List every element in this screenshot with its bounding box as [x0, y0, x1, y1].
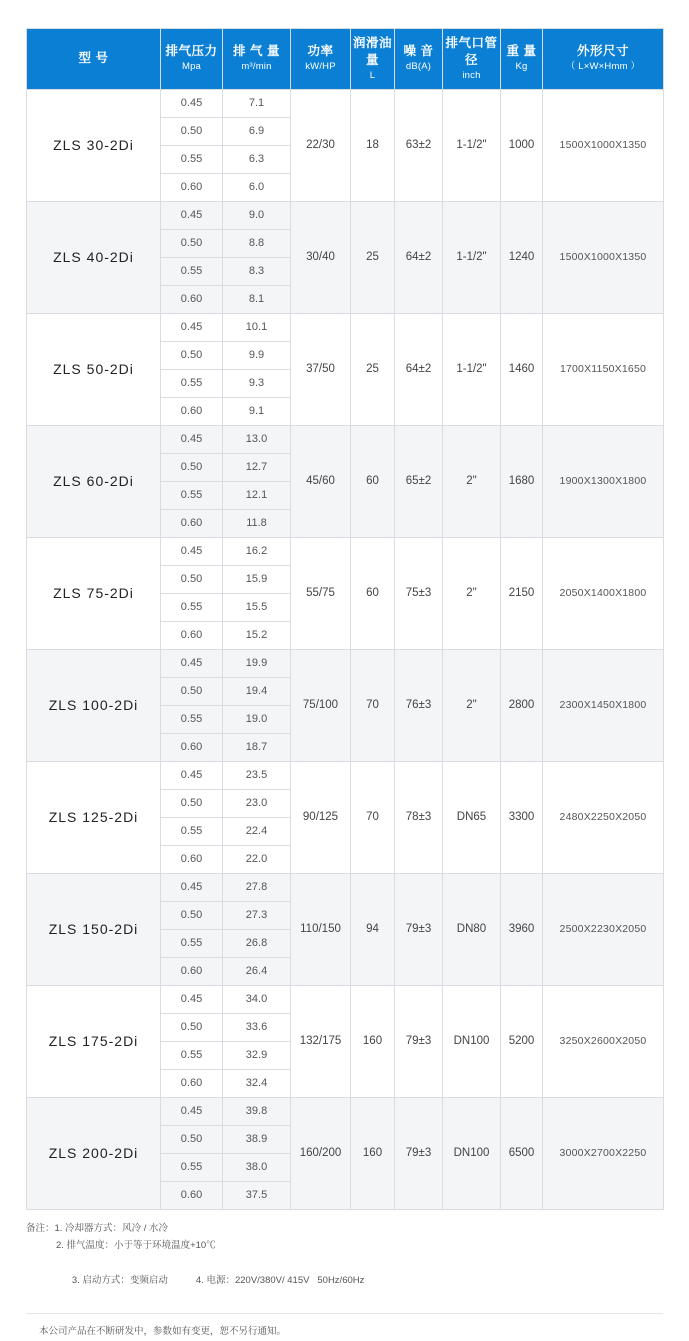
cell-outlet: 2" — [443, 425, 501, 537]
header-main-label: 型 号 — [78, 51, 109, 66]
cell-outlet: DN80 — [443, 873, 501, 985]
cell-model: ZLS 40-2Di — [27, 201, 161, 313]
cell-pressure: 0.45 — [161, 425, 223, 453]
cell-flow: 9.1 — [223, 397, 291, 425]
cell-pressure: 0.60 — [161, 509, 223, 537]
cell-model: ZLS 75-2Di — [27, 537, 161, 649]
table-row — [27, 425, 664, 453]
cell-model: ZLS 200-2Di — [27, 1097, 161, 1209]
cell-model: ZLS 125-2Di — [27, 761, 161, 873]
cell-weight: 2150 — [501, 537, 543, 649]
cell-pressure: 0.60 — [161, 173, 223, 201]
cell-pressure: 0.50 — [161, 1125, 223, 1153]
cell-power: 45/60 — [291, 425, 351, 537]
cell-weight: 3300 — [501, 761, 543, 873]
cell-flow: 9.3 — [223, 369, 291, 397]
cell-flow: 16.2 — [223, 537, 291, 565]
cell-flow: 12.1 — [223, 481, 291, 509]
cell-flow: 23.5 — [223, 761, 291, 789]
cell-oil: 94 — [351, 873, 395, 985]
specification-table — [26, 28, 664, 1210]
cell-outlet: 2" — [443, 649, 501, 761]
cell-pressure: 0.50 — [161, 229, 223, 257]
cell-noise: 79±3 — [395, 985, 443, 1097]
cell-pressure: 0.45 — [161, 313, 223, 341]
table-body — [27, 89, 664, 1209]
cell-oil: 160 — [351, 985, 395, 1097]
cell-pressure: 0.50 — [161, 341, 223, 369]
cell-outlet: DN65 — [443, 761, 501, 873]
cell-flow: 18.7 — [223, 733, 291, 761]
header-sub-label: inch — [462, 69, 481, 81]
cell-oil: 60 — [351, 425, 395, 537]
cell-pressure: 0.45 — [161, 537, 223, 565]
cell-dimension: 1900X1300X1800 — [543, 425, 664, 537]
footnotes — [26, 1220, 663, 1341]
header-sub-label: dB(A) — [405, 61, 432, 73]
cell-pressure: 0.50 — [161, 453, 223, 481]
table-row — [27, 89, 664, 117]
cell-power: 22/30 — [291, 89, 351, 201]
header-sub-label: m³/min — [241, 61, 272, 73]
note-line-1: 备注：1. 冷却器方式：风冷 / 水冷 — [26, 1222, 168, 1234]
cell-dimension: 3000X2700X2250 — [543, 1097, 664, 1209]
cell-pressure: 0.45 — [161, 201, 223, 229]
cell-pressure: 0.60 — [161, 957, 223, 985]
cell-flow: 9.9 — [223, 341, 291, 369]
cell-flow: 6.9 — [223, 117, 291, 145]
cell-noise: 65±2 — [395, 425, 443, 537]
cell-dimension: 2480X2250X2050 — [543, 761, 664, 873]
cell-power: 55/75 — [291, 537, 351, 649]
cell-outlet: DN100 — [443, 985, 501, 1097]
cell-oil: 25 — [351, 313, 395, 425]
cell-pressure: 0.55 — [161, 593, 223, 621]
cell-power: 90/125 — [291, 761, 351, 873]
cell-pressure: 0.45 — [161, 649, 223, 677]
cell-outlet: 1-1/2" — [443, 313, 501, 425]
cell-pressure: 0.50 — [161, 117, 223, 145]
cell-flow: 8.3 — [223, 257, 291, 285]
cell-flow: 12.7 — [223, 453, 291, 481]
note-line-4-text: 4. 电源：220V/380V/ 415V 50Hz/60Hz — [195, 1275, 365, 1287]
cell-flow: 23.0 — [223, 789, 291, 817]
cell-noise: 64±2 — [395, 313, 443, 425]
table-row — [27, 761, 664, 789]
cell-weight: 6500 — [501, 1097, 543, 1209]
column-header-pressure — [161, 29, 223, 90]
header-main-label: 排 气 量 — [233, 44, 280, 59]
column-header-flow — [223, 29, 291, 90]
cell-pressure: 0.45 — [161, 761, 223, 789]
cell-flow: 22.4 — [223, 817, 291, 845]
note-line-2: 2. 排气温度：小于等于环境温度+10℃ — [56, 1240, 216, 1252]
cell-flow: 22.0 — [223, 845, 291, 873]
cell-outlet: 1-1/2" — [443, 201, 501, 313]
cell-pressure: 0.55 — [161, 705, 223, 733]
header-sub-label: Mpa — [181, 61, 202, 73]
cell-power: 160/200 — [291, 1097, 351, 1209]
cell-flow: 37.5 — [223, 1181, 291, 1209]
cell-pressure: 0.60 — [161, 1181, 223, 1209]
cell-flow: 15.5 — [223, 593, 291, 621]
cell-pressure: 0.45 — [161, 89, 223, 117]
cell-noise: 63±2 — [395, 89, 443, 201]
cell-pressure: 0.50 — [161, 565, 223, 593]
cell-weight: 3960 — [501, 873, 543, 985]
cell-pressure: 0.55 — [161, 257, 223, 285]
cell-dimension: 2050X1400X1800 — [543, 537, 664, 649]
cell-flow: 27.3 — [223, 901, 291, 929]
table-header — [27, 29, 664, 90]
cell-outlet: DN100 — [443, 1097, 501, 1209]
column-header-model — [27, 29, 161, 90]
cell-weight: 1000 — [501, 89, 543, 201]
cell-model: ZLS 30-2Di — [27, 89, 161, 201]
cell-pressure: 0.60 — [161, 733, 223, 761]
cell-flow: 38.0 — [223, 1153, 291, 1181]
cell-oil: 160 — [351, 1097, 395, 1209]
cell-flow: 15.9 — [223, 565, 291, 593]
cell-pressure: 0.45 — [161, 985, 223, 1013]
cell-flow: 27.8 — [223, 873, 291, 901]
cell-pressure: 0.55 — [161, 1153, 223, 1181]
cell-outlet: 2" — [443, 537, 501, 649]
note-disclaimer: 本公司产品在不断研发中，参数如有变更，恕不另行通知。 — [39, 1326, 287, 1338]
header-main-label: 外形尺寸 — [576, 44, 629, 59]
cell-pressure: 0.50 — [161, 1013, 223, 1041]
table-row — [27, 985, 664, 1013]
cell-flow: 19.0 — [223, 705, 291, 733]
note-line-3 — [26, 1255, 663, 1308]
column-header-dimension — [543, 29, 664, 90]
cell-flow: 13.0 — [223, 425, 291, 453]
cell-model: ZLS 150-2Di — [27, 873, 161, 985]
cell-model: ZLS 175-2Di — [27, 985, 161, 1097]
table-row — [27, 873, 664, 901]
cell-flow: 38.9 — [223, 1125, 291, 1153]
cell-dimension: 2300X1450X1800 — [543, 649, 664, 761]
cell-power: 132/175 — [291, 985, 351, 1097]
cell-pressure: 0.55 — [161, 817, 223, 845]
cell-flow: 9.0 — [223, 201, 291, 229]
cell-power: 37/50 — [291, 313, 351, 425]
cell-weight: 1680 — [501, 425, 543, 537]
cell-flow: 19.9 — [223, 649, 291, 677]
cell-flow: 19.4 — [223, 677, 291, 705]
cell-flow: 11.8 — [223, 509, 291, 537]
cell-dimension: 2500X2230X2050 — [543, 873, 664, 985]
cell-oil: 70 — [351, 761, 395, 873]
cell-flow: 6.0 — [223, 173, 291, 201]
cell-flow: 7.1 — [223, 89, 291, 117]
cell-pressure: 0.55 — [161, 145, 223, 173]
table-row — [27, 537, 664, 565]
cell-model: ZLS 60-2Di — [27, 425, 161, 537]
cell-noise: 76±3 — [395, 649, 443, 761]
header-main-label: 功率 — [307, 44, 334, 59]
cell-power: 110/150 — [291, 873, 351, 985]
table-row — [27, 313, 664, 341]
cell-flow: 32.4 — [223, 1069, 291, 1097]
cell-pressure: 0.60 — [161, 285, 223, 313]
cell-flow: 26.4 — [223, 957, 291, 985]
cell-pressure: 0.55 — [161, 1041, 223, 1069]
cell-flow: 8.8 — [223, 229, 291, 257]
table-row — [27, 649, 664, 677]
cell-dimension: 1700X1150X1650 — [543, 313, 664, 425]
header-sub-label: kW/HP — [305, 61, 336, 73]
cell-weight: 2800 — [501, 649, 543, 761]
cell-flow: 32.9 — [223, 1041, 291, 1069]
header-sub-label: L — [369, 69, 376, 81]
cell-dimension: 1500X1000X1350 — [543, 201, 664, 313]
cell-pressure: 0.55 — [161, 929, 223, 957]
cell-pressure: 0.60 — [161, 397, 223, 425]
table-row — [27, 1097, 664, 1125]
cell-flow: 6.3 — [223, 145, 291, 173]
header-sub-label: Kg — [515, 61, 528, 73]
notes-divider — [26, 1313, 663, 1314]
cell-oil: 70 — [351, 649, 395, 761]
header-main-label: 噪 音 — [403, 44, 434, 59]
header-sub-label: （ L×W×Hmm ） — [565, 61, 641, 73]
cell-flow: 15.2 — [223, 621, 291, 649]
cell-pressure: 0.60 — [161, 621, 223, 649]
cell-flow: 34.0 — [223, 985, 291, 1013]
cell-oil: 18 — [351, 89, 395, 201]
column-header-oil — [351, 29, 395, 90]
cell-flow: 33.6 — [223, 1013, 291, 1041]
header-main-label: 排气压力 — [165, 44, 218, 59]
cell-noise: 78±3 — [395, 761, 443, 873]
cell-pressure: 0.55 — [161, 481, 223, 509]
cell-oil: 25 — [351, 201, 395, 313]
cell-outlet: 1-1/2" — [443, 89, 501, 201]
cell-weight: 1460 — [501, 313, 543, 425]
cell-model: ZLS 50-2Di — [27, 313, 161, 425]
cell-weight: 1240 — [501, 201, 543, 313]
header-row — [27, 29, 664, 90]
cell-power: 30/40 — [291, 201, 351, 313]
column-header-weight — [501, 29, 543, 90]
column-header-noise — [395, 29, 443, 90]
cell-flow: 10.1 — [223, 313, 291, 341]
cell-pressure: 0.55 — [161, 369, 223, 397]
cell-noise: 75±3 — [395, 537, 443, 649]
cell-weight: 5200 — [501, 985, 543, 1097]
cell-flow: 39.8 — [223, 1097, 291, 1125]
cell-pressure: 0.50 — [161, 901, 223, 929]
cell-pressure: 0.60 — [161, 1069, 223, 1097]
cell-flow: 26.8 — [223, 929, 291, 957]
cell-power: 75/100 — [291, 649, 351, 761]
cell-noise: 64±2 — [395, 201, 443, 313]
cell-flow: 8.1 — [223, 285, 291, 313]
cell-pressure: 0.45 — [161, 873, 223, 901]
cell-model: ZLS 100-2Di — [27, 649, 161, 761]
note-line-3-text: 3. 启动方式：变频启动 — [71, 1275, 168, 1287]
cell-pressure: 0.50 — [161, 677, 223, 705]
column-header-outlet — [443, 29, 501, 90]
column-header-power — [291, 29, 351, 90]
cell-pressure: 0.45 — [161, 1097, 223, 1125]
cell-noise: 79±3 — [395, 1097, 443, 1209]
cell-dimension: 1500X1000X1350 — [543, 89, 664, 201]
header-main-label: 排气口管径 — [445, 36, 498, 67]
header-main-label: 润滑油量 — [353, 36, 393, 67]
header-main-label: 重 量 — [506, 44, 537, 59]
cell-oil: 60 — [351, 537, 395, 649]
cell-noise: 79±3 — [395, 873, 443, 985]
cell-dimension: 3250X2600X2050 — [543, 985, 664, 1097]
table-row — [27, 201, 664, 229]
cell-pressure: 0.50 — [161, 789, 223, 817]
cell-pressure: 0.60 — [161, 845, 223, 873]
